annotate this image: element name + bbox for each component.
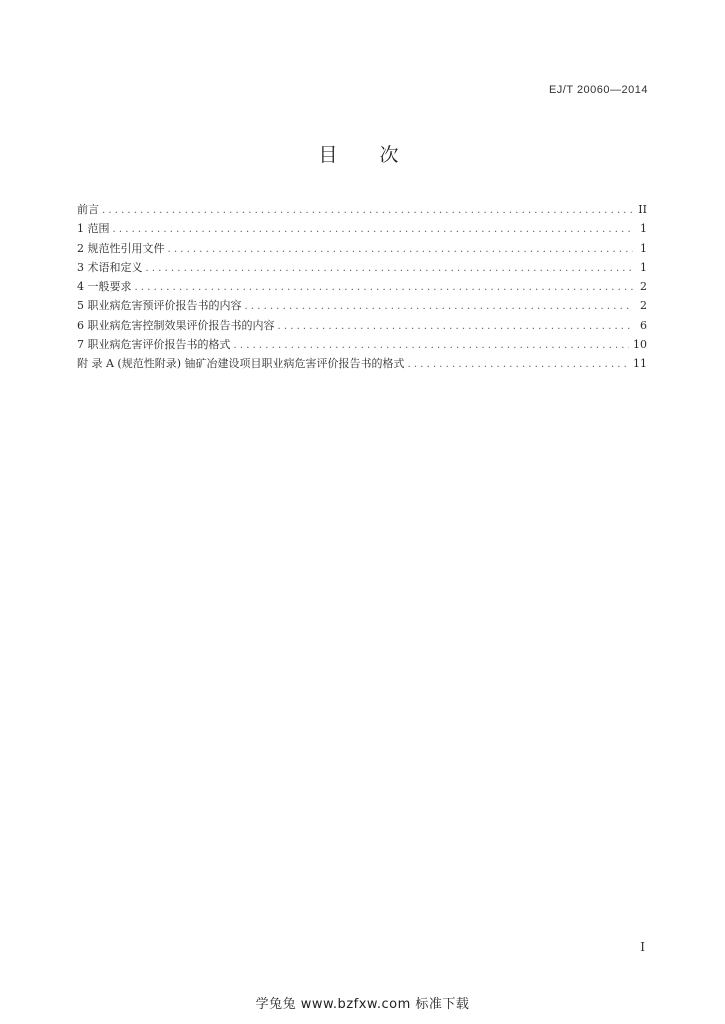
toc-entry-page: 10: [633, 338, 647, 352]
dot-leader: [234, 336, 630, 355]
toc-entry-page: 6: [640, 318, 647, 332]
table-of-contents: [77, 200, 647, 374]
toc-entry-label: 3 术语和定义: [77, 260, 143, 274]
toc-entry-label: 附 录 A (规范性附录) 铀矿冶建设项目职业病危害评价报告书的格式: [77, 357, 405, 371]
dot-leader: [408, 355, 629, 374]
toc-entry-page: 1: [640, 241, 647, 255]
toc-entry-label: 5 职业病危害预评价报告书的内容: [77, 299, 242, 313]
toc-entry-scope[interactable]: [77, 219, 647, 238]
toc-entry-label: 前言: [77, 203, 99, 216]
dot-leader: [113, 220, 634, 239]
site-watermark: 学兔兔 www.bzfxw.com 标准下载: [255, 997, 470, 1012]
dot-leader: [102, 201, 633, 220]
toc-entry-label: 6 职业病危害控制效果评价报告书的内容: [77, 318, 275, 332]
toc-entry-page: 2: [640, 299, 647, 313]
toc-entry-terms-definitions[interactable]: [77, 258, 647, 277]
page-title: 目 次: [318, 144, 417, 166]
toc-entry-label: 7 职业病危害评价报告书的格式: [77, 338, 231, 352]
standard-code: EJ/T 20060—2014: [548, 84, 648, 96]
toc-entry-label: 4 一般要求: [77, 280, 132, 294]
dot-leader: [245, 297, 634, 316]
toc-entry-page: 1: [640, 222, 647, 236]
toc-entry-page: 1: [640, 260, 647, 274]
dot-leader: [135, 278, 634, 297]
toc-entry-annex-a[interactable]: [77, 354, 647, 373]
toc-entry-foreword[interactable]: [77, 200, 647, 219]
toc-entry-label: 1 范围: [77, 222, 110, 236]
dot-leader: [168, 240, 634, 259]
toc-entry-page: 11: [633, 357, 647, 371]
toc-entry-page: II: [638, 203, 647, 216]
toc-entry-normative-references[interactable]: [77, 239, 647, 258]
toc-entry-report-format[interactable]: [77, 335, 647, 354]
toc-entry-page: 2: [640, 280, 647, 294]
dot-leader: [146, 259, 634, 278]
toc-entry-label: 2 规范性引用文件: [77, 241, 165, 255]
page-number: I: [640, 940, 645, 954]
toc-entry-control-effect-content[interactable]: [77, 316, 647, 335]
dot-leader: [278, 317, 634, 336]
toc-entry-pre-assessment-content[interactable]: [77, 296, 647, 315]
toc-entry-general-requirements[interactable]: [77, 277, 647, 296]
